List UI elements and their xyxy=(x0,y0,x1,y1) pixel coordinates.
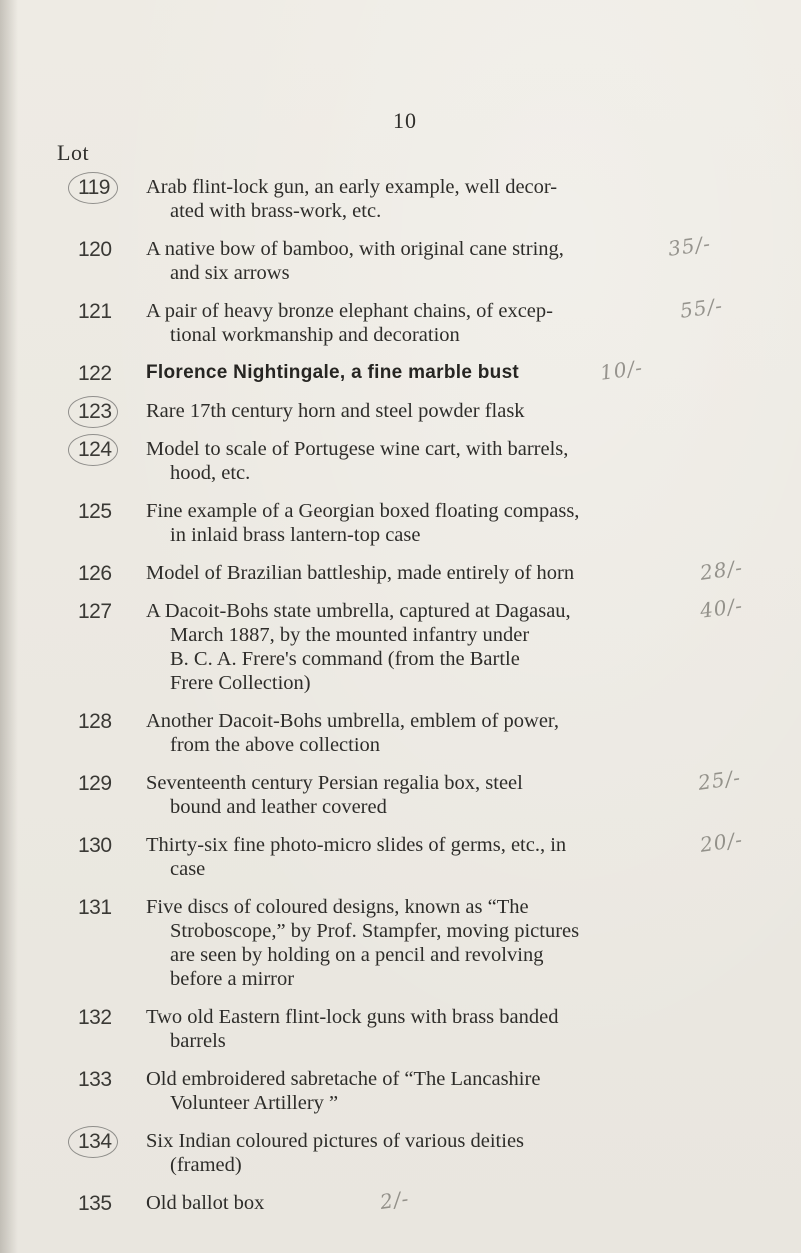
page-number: 10 xyxy=(393,108,417,133)
lot-number: 135 xyxy=(78,1192,112,1215)
lot-line: Stroboscope,” by Prof. Stampfer, moving pictures xyxy=(170,920,580,942)
lot-line: Model to scale of Portugese wine cart, with barrels, xyxy=(146,438,569,460)
lot-number: 127 xyxy=(78,600,112,623)
lot-number: 123 xyxy=(78,400,138,424)
lot-description xyxy=(146,771,666,819)
lot-line: hood, etc. xyxy=(170,462,251,484)
lot-description xyxy=(146,399,666,423)
lot-number: 124 xyxy=(78,438,138,462)
lot-description xyxy=(146,599,666,695)
lot-line: Florence Nightingale, a fine marble bust xyxy=(146,362,520,383)
lot-line: Arab flint-lock gun, an early example, well decor- xyxy=(146,176,558,198)
price-annotation: 10/- xyxy=(598,355,645,385)
lot-line: tional workmanship and decoration xyxy=(170,324,460,346)
lot-number: 121 xyxy=(78,300,112,323)
price-annotation: 2/- xyxy=(378,1186,411,1214)
lot-number: 120 xyxy=(78,238,112,261)
lot-number: 131 xyxy=(78,896,112,919)
lot-line: barrels xyxy=(170,1030,226,1052)
lot-line: B. C. A. Frere's command (from the Bartle xyxy=(170,648,520,670)
price-annotation: 25/- xyxy=(696,765,743,795)
lot-description xyxy=(146,361,666,385)
lot-line: ated with brass-work, etc. xyxy=(170,200,382,222)
lot-line: A native bow of bamboo, with original cane string, xyxy=(146,238,564,260)
lot-line: Old ballot box xyxy=(146,1192,265,1214)
lot-column-header: Lot xyxy=(57,140,90,165)
lot-line: are seen by holding on a pencil and revolving xyxy=(170,944,544,966)
lot-number: 125 xyxy=(78,500,112,523)
lot-description xyxy=(146,895,666,991)
lot-description xyxy=(146,175,666,223)
lot-line: Thirty-six fine photo-micro slides of germs, etc., in xyxy=(146,834,567,856)
lot-line: bound and leather covered xyxy=(170,796,387,818)
price-annotation: 55/- xyxy=(678,293,725,323)
lot-number: 119 xyxy=(78,176,138,200)
price-annotation: 35/- xyxy=(666,231,713,261)
lot-line: A Dacoit-Bohs state umbrella, captured at Dagasau, xyxy=(146,600,571,622)
lot-description xyxy=(146,833,666,881)
lot-number: 133 xyxy=(78,1068,112,1091)
price-annotation: 40/- xyxy=(698,593,745,623)
lot-line: case xyxy=(170,858,206,880)
price-annotation: 28/- xyxy=(698,555,745,585)
lot-description xyxy=(146,237,666,285)
lot-description xyxy=(146,561,666,585)
lot-line: and six arrows xyxy=(170,262,290,284)
lot-line: A pair of heavy bronze elephant chains, of excep- xyxy=(146,300,553,322)
lot-line: Six Indian coloured pictures of various deities xyxy=(146,1130,525,1152)
lot-line: (framed) xyxy=(170,1154,242,1176)
lot-number: 126 xyxy=(78,562,112,585)
lot-line: Fine example of a Georgian boxed floating compass, xyxy=(146,500,580,522)
lot-line: from the above collection xyxy=(170,734,381,756)
price-annotation: 20/- xyxy=(698,827,745,857)
lot-description xyxy=(146,299,666,347)
lot-line: Volunteer Artillery ” xyxy=(170,1092,339,1114)
lot-line: Two old Eastern flint-lock guns with brass banded xyxy=(146,1006,559,1028)
lot-line: Seventeenth century Persian regalia box, steel xyxy=(146,772,523,794)
lot-line: Model of Brazilian battleship, made entirely of horn xyxy=(146,562,575,584)
lot-line: Rare 17th century horn and steel powder flask xyxy=(146,400,525,422)
lot-line: March 1887, by the mounted infantry under xyxy=(170,624,530,646)
lot-description xyxy=(146,1067,666,1115)
lot-line: before a mirror xyxy=(170,968,295,990)
binding-shadow xyxy=(0,0,18,1253)
lot-description xyxy=(146,1005,666,1053)
lot-number: 130 xyxy=(78,834,112,857)
lot-number: 132 xyxy=(78,1006,112,1029)
lot-line: Five discs of coloured designs, known as “The xyxy=(146,896,529,918)
lot-number: 134 xyxy=(78,1130,138,1154)
lot-description xyxy=(146,437,666,485)
lot-description xyxy=(146,709,666,757)
lot-description xyxy=(146,1129,666,1177)
lot-description xyxy=(146,499,666,547)
lot-line: in inlaid brass lantern-top case xyxy=(170,524,421,546)
lot-line: Frere Collection) xyxy=(170,672,311,694)
lot-number: 122 xyxy=(78,362,112,385)
lot-number: 129 xyxy=(78,772,112,795)
lot-line: Another Dacoit-Bohs umbrella, emblem of power, xyxy=(146,710,560,732)
lot-number: 128 xyxy=(78,710,112,733)
lot-line: Old embroidered sabretache of “The Lancashire xyxy=(146,1068,541,1090)
